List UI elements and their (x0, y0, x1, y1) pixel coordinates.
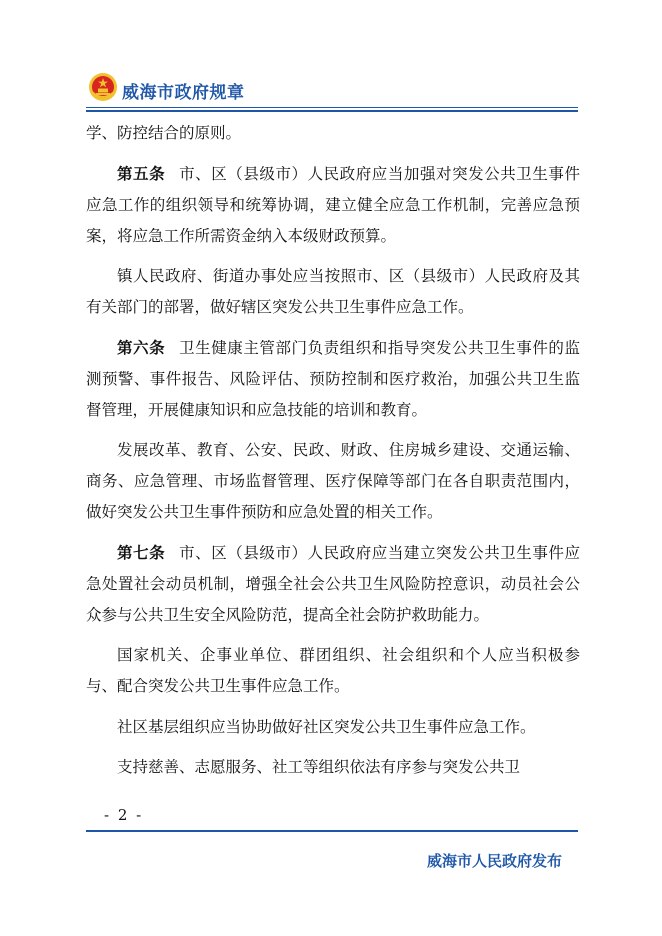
paragraph (86, 752, 580, 783)
paragraph (86, 159, 580, 252)
header-divider-thick (86, 110, 578, 112)
paragraph (86, 640, 580, 702)
paragraph (86, 333, 580, 426)
paragraph-text: 社区基层组织应当协助做好社区突发公共卫生事件应急工作。 (117, 717, 536, 736)
paragraph-text: 镇人民政府、街道办事处应当按照市、区（县级市）人民政府及其有关部门的部署，做好辖区突发公共卫生事件应急工作。 (86, 267, 580, 316)
header-title: 威海市政府规章 (122, 83, 245, 103)
paragraph-text: 市、区（县级市）人民政府应当加强对突发公共卫生事件应急工作的组织领导和统筹协调，建立健全应急工作机制，完善应急预案，将应急工作所需资金纳入本级财政预算。 (86, 164, 580, 245)
page-header (86, 70, 580, 108)
paragraph-text: 市、区（县级市）人民政府应当建立突发公共卫生事件应急处置社会动员机制，增强全社会公共卫生风险防控意识，动员社会公众参与公共卫生安全风险防范，提高全社会防护救助能力。 (86, 543, 580, 624)
article-number: 第七条 (117, 543, 166, 562)
paragraph (86, 118, 580, 149)
article-number: 第五条 (117, 164, 166, 183)
header-divider-thin (86, 107, 578, 108)
paragraph (86, 538, 580, 631)
footer-divider (86, 830, 578, 832)
page-number: - 2 - (104, 806, 144, 824)
paragraph-text: 支持慈善、志愿服务、社工等组织依法有序参与突发公共卫 (117, 758, 521, 776)
paragraph (86, 261, 580, 323)
regulation-body (86, 118, 580, 793)
article-number: 第六条 (117, 338, 166, 357)
paragraph (86, 435, 580, 528)
paragraph-text: 国家机关、企事业单位、群团组织、社会组织和个人应当积极参与、配合突发公共卫生事件应急工作。 (86, 646, 580, 695)
paragraph-text: 学、防控结合的原则。 (86, 124, 242, 142)
paragraph-text: 发展改革、教育、公安、民政、财政、住房城乡建设、交通运输、商务、应急管理、市场监督管理、医疗保障等部门在各自职责范围内，做好突发公共卫生事件预防和应急处置的相关工作。 (86, 441, 580, 521)
paragraph (86, 712, 580, 743)
national-emblem-icon (88, 72, 118, 102)
paragraph-text: 卫生健康主管部门负责组织和指导突发公共卫生事件的监测预警、事件报告、风险评估、预防控制和医疗救治，加强公共卫生监督管理，开展健康知识和应急技能的培训和教育。 (86, 338, 580, 419)
footer-publisher: 威海市人民政府发布 (426, 852, 562, 870)
